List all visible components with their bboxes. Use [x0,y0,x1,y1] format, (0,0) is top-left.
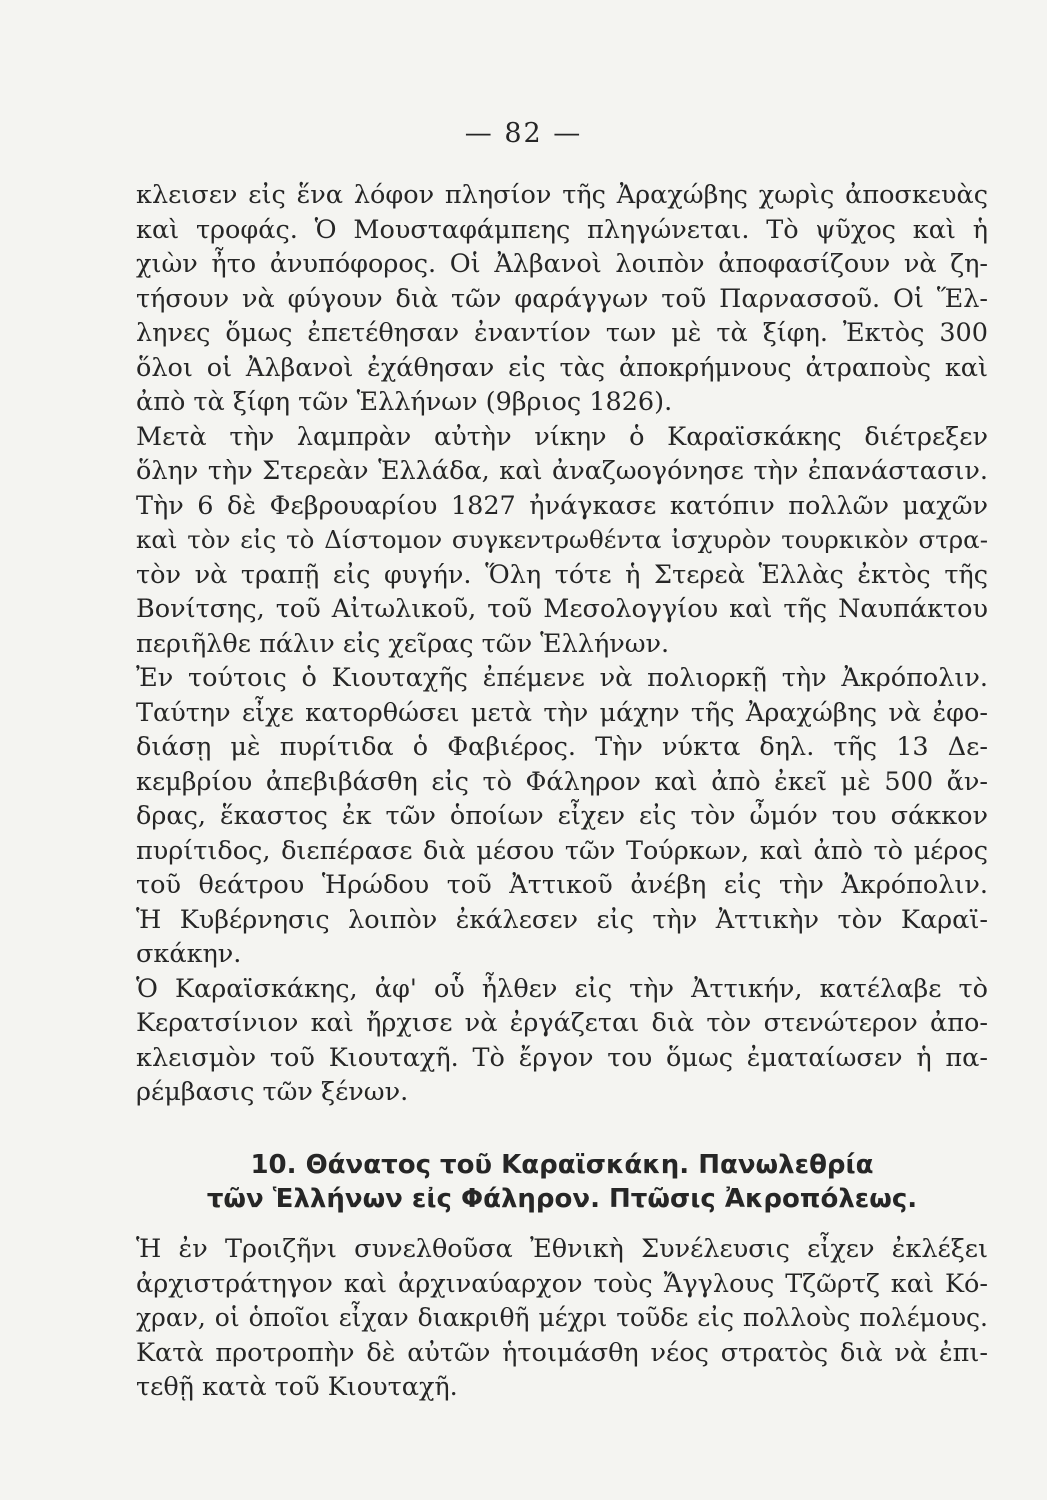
text-line: κεμβρίου ἀπεβιβάσθη εἰς τὸ Φάληρον καὶ ἀπὸ ἐκεῖ μὲ 500 ἄν- [136,766,988,797]
text-line: χραν, οἱ ὁποῖοι εἶχαν διακριθῆ μέχρι τοῦδε εἰς πολλοὺς πολέμους. [136,1303,988,1332]
text-line: Τὴν 6 δὲ Φεβρουαρίου 1827 ἠνάγκασε κατόπιν πολλῶν μαχῶν [136,490,988,521]
text-line: Ἡ ἐν Τροιζῆνι συνελθοῦσα Ἐθνικὴ Συνέλευσις εἶχεν ἐκλέξει [136,1234,988,1264]
text-line: ἀπὸ τὰ ξίφη τῶν Ἑλλήνων (9βριος 1826). [136,387,673,417]
text-line: ληνες ὅμως ἐπετέθησαν ἐναντίον των μὲ τὰ ξίφη. Ἐκτὸς 300 [136,318,988,348]
text-line: καὶ τροφάς. Ὁ Μουσταφάμπεης πληγώνεται. Τὸ ψῦχος καὶ ἡ [136,214,988,245]
text-line: σκάκην. [136,939,242,969]
text-line: χιὼν ἦτο ἀνυπόφορος. Οἱ Ἀλβανοὶ λοιπὸν ἀποφασίζουν νὰ ζη- [136,249,988,279]
section-heading [136,1148,988,1216]
text-line: Ἐν τούτοις ὁ Κιουταχῆς ἐπέμενε νὰ πολιορκῇ τὴν Ἀκρόπολιν. [136,663,988,693]
text-line: ρέμβασις τῶν ξένων. [136,1077,409,1107]
text-line: πυρίτιδος, διεπέρασε διὰ μέσου τῶν Τούρκων, καὶ ἀπὸ τὸ μέρος [136,835,988,866]
text-line: δρας, ἕκαστος ἐκ τῶν ὁποίων εἶχεν εἰς τὸν ὦμόν του σάκκον [136,801,988,831]
heading-line: 10. Θάνατος τοῦ Καραϊσκάκη. Πανωλεθρία [250,1150,874,1180]
text-line: τὸν νὰ τραπῇ εἰς φυγήν. Ὅλη τότε ἡ Στερεὰ Ἑλλὰς ἐκτὸς τῆς [136,559,988,590]
heading-line: τῶν Ἑλλήνων εἰς Φάληρον. Πτῶσις Ἀκροπόλεως. [206,1184,918,1214]
text-line: διάσῃ μὲ πυρίτιδα ὁ Φαβιέρος. Τὴν νύκτα δηλ. τῆς 13 Δε- [136,732,988,762]
text-line: καὶ τὸν εἰς τὸ Δίστομον συγκεντρωθέντα ἰσχυρὸν τουρκικὸν στρα- [136,525,988,554]
text-line: ὅλοι οἱ Ἀλβανοὶ ἐχάθησαν εἰς τὰς ἀποκρήμνους ἀτραποὺς καὶ [136,352,988,383]
text-line: ἀρχιστράτηγον καὶ ἀρχιναύαρχον τοὺς Ἄγγλους Τζῶρτζ καὶ Κό- [136,1268,988,1299]
page-number: — 82 — [464,118,583,149]
text-line: κλεισεν εἰς ἕνα λόφον πλησίον τῆς Ἀραχώβης χωρὶς ἀποσκευὰς [136,180,988,210]
text-line: Μετὰ τὴν λαμπρὰν αὐτὴν νίκην ὁ Καραϊσκάκης διέτρεξεν [136,421,988,452]
text-line: Ἡ Κυβέρνησις λοιπὸν ἐκάλεσεν εἰς τὴν Ἀττικὴν τὸν Καραϊ- [136,904,988,935]
body-text-top [136,178,988,1110]
text-line: Ὁ Καραϊσκάκης, ἀφ' οὗ ἦλθεν εἰς τὴν Ἀττικήν, κατέλαβε τὸ [136,973,988,1004]
text-line: τεθῇ κατὰ τοῦ Κιουταχῆ. [136,1372,458,1402]
text-line: ὅλην τὴν Στερεὰν Ἑλλάδα, καὶ ἀναζωογόνησε τὴν ἐπανάστασιν. [136,456,988,486]
text-line: Κερατσίνιον καὶ ἤρχισε νὰ ἐργάζεται διὰ τὸν στενώτερον ἀπο- [136,1008,988,1038]
text-line: Βονίτσης, τοῦ Αἰτωλικοῦ, τοῦ Μεσολογγίου καὶ τῆς Ναυπάκτου [136,594,988,624]
text-line: τοῦ θεάτρου Ἡρώδου τοῦ Ἀττικοῦ ἀνέβη εἰς τὴν Ἀκρόπολιν. [136,870,988,900]
body-text-bottom [136,1232,988,1405]
text-line: τήσουν νὰ φύγουν διὰ τῶν φαράγγων τοῦ Παρνασσοῦ. Οἱ Ἕλ- [136,283,988,314]
text-line: κλεισμὸν τοῦ Κιουταχῆ. Τὸ ἔργον του ὅμως ἐματαίωσεν ἡ πα- [136,1042,988,1073]
text-line: Κατὰ προτροπὴν δὲ αὐτῶν ἡτοιμάσθη νέος στρατὸς διὰ νὰ ἐπι- [136,1337,988,1368]
text-line: Ταύτην εἶχε κατορθώσει μετὰ τὴν μάχην τῆς Ἀραχώβης νὰ ἐφο- [136,697,988,728]
text-line: περιῆλθε πάλιν εἰς χεῖρας τῶν Ἑλλήνων. [136,628,670,659]
